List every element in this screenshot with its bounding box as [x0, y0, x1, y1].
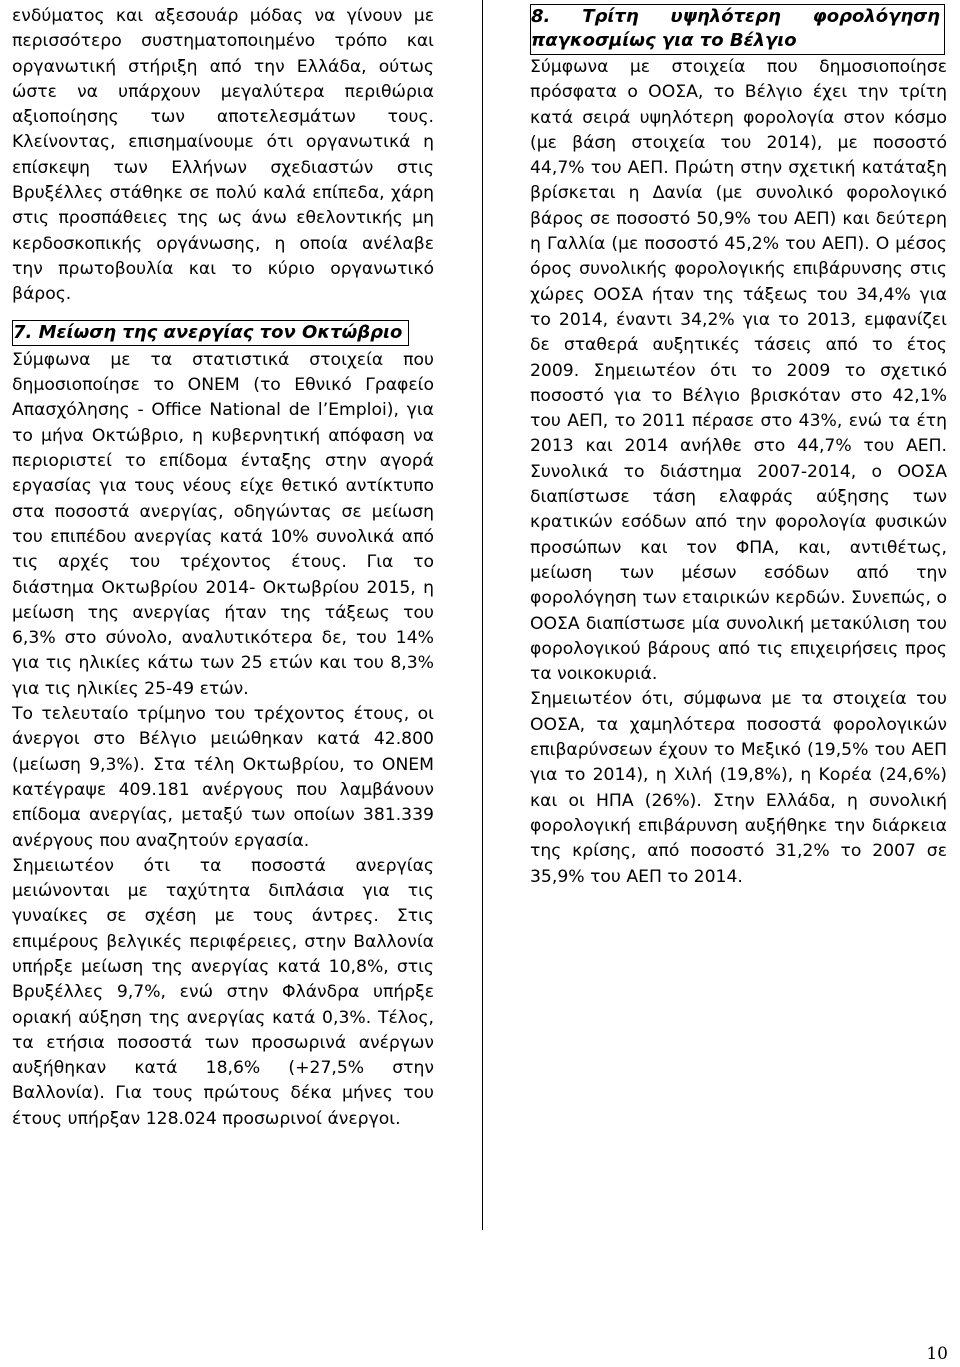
section-8-heading: 8. Τρίτη υψηλότερη φορολόγηση παγκοσμίως για το Βέλγιο [530, 4, 945, 55]
section-7-paragraph: Σημειωτέον ότι τα ποσοστά ανεργίας μειώνονται με ταχύτητα διπλάσια για τις γυναίκες σε σχέση με τους άντρες. Στις επιμέρους βελγικές περιφέρειες, στην Βαλλονία υπήρξε μείωση της ανεργίας κατά 10,8%, στις Βρυξέλλες 9,7%, ενώ στην Φλάνδρα υπήρξε οριακή αύξηση της ανεργίας κατά 0,3%. Τέλος, τα ετήσια ποσοστά των προσωρινά ανέργων αυξήθηκαν κατά 18,6% (+27,5% στην Βαλλονία). Για τους πρώτους δέκα μήνες του έτους υπήρξαν 128.024 προσωρινοί άνεργοι. [12, 855, 434, 1129]
right-column [530, 4, 947, 890]
section-8-paragraph: Σύμφωνα με στοιχεία που δημοσιοποίησε πρόσφατα ο ΟΟΣΑ, το Βέλγιο έχει την τρίτη κατά σειρά υψηλότερη φορολογία στον κόσμο (με βάση στοιχεία του 2014), με ποσοστό 44,7% του ΑΕΠ. Πρώτη στην σχετική κατάταξη βρίσκεται η Δανία (με συνολικό φορολογικό βάρος σε ποσοστό 50,9% του ΑΕΠ) και δεύτερη η Γαλλία (με ποσοστό 45,2% του ΑΕΠ). Ο μέσος όρος συνολικής φορολογικής επιβάρυνσης στις χώρες ΟΟΣΑ ήταν της τάξεως του 34,4% για το 2014, έναντι 34,2% για το 2013, εμφανίζει δε σταθερά αυξητικές τάσεις από το έτος 2009. Σημειωτέον ότι το 2009 το σχετικό ποσοστό για το Βέλγιο βρισκόταν στο 42,1% του ΑΕΠ, το 2011 πέρασε στο 43%, ενώ τα έτη 2013 και 2014 ανήλθε στο 44,7% του ΑΕΠ. Συνολικά το διάστημα 2007-2014, ο ΟΟΣΑ διαπίστωσε τάση ελαφράς αύξησης των κρατικών εσόδων από την φορολογία φυσικών προσώπων και τον ΦΠΑ, και, αντιθέτως, μείωση των μέσων εσόδων από την φορολόγηση των εταιρικών κερδών. Συνεπώς, ο ΟΟΣΑ διαπίστωσε μία συνολική μετακύλιση του φορολογικού βάρους από τις επιχειρήσεις προς τα νοικοκυριά. [530, 57, 947, 685]
section-7-paragraph: Το τελευταίο τρίμηνο του τρέχοντος έτους, οι άνεργοι στο Βέλγιο μειώθηκαν κατά 42.800 (μείωση 9,3%). Στα τέλη Οκτωβρίου, το ONEM κατέγραψε 409.181 ανέργους που λαμβάνουν επίδομα ανεργίας, μεταξύ των οποίων 381.339 ανέργους που αναζητούν εργασία. [12, 704, 434, 851]
section-7-heading: 7. Μείωση της ανεργίας τον Οκτώβριο [12, 320, 409, 346]
section-8-paragraph: Σημειωτέον ότι, σύμφωνα με τα στοιχεία του ΟΟΣΑ, τα χαμηλότερα ποσοστά φορολογικών επιβαρύνσεων έχουν το Μεξικό (19,5% του ΑΕΠ για το 2014), η Χιλή (19,8%), η Κορέα (24,6%) και οι ΗΠΑ (26%). Στην Ελλάδα, η συνολική φορολογική επιβάρυνση αυξήθηκε την διάρκεια της κρίσης, από ποσοστό 31,2% το 2007 σε 35,9% του ΑΕΠ το 2014. [530, 689, 947, 887]
intro-paragraph: ενδύματος και αξεσουάρ μόδας να γίνουν με περισσότερο συστηματοποιημένο τρόπο και οργανωτική στήριξη από την Ελλάδα, ούτως ώστε να υπάρχουν μεγαλύτερα περιθώρια αξιοποίησης των αποτελεσμάτων τους. Κλείνοντας, επισημαίνουμε ότι οργανωτικά η επίσκεψη των Ελλήνων σχεδιαστών στις Βρυξέλλες στάθηκε σε πολύ καλά επίπεδα, χάρη στις προσπάθειες της ως άνω εθελοντικής μη κερδοσκοπικής οργάνωσης, η οποία ανέλαβε την πρωτοβουλία και το κύριο οργανωτικό βάρος. [12, 6, 434, 305]
section-7-heading-box [12, 320, 434, 346]
column-divider [482, 0, 483, 1230]
left-column [12, 4, 434, 1132]
section-7-paragraph: Σύμφωνα με τα στατιστικά στοιχεία που δημοσιοποίησε το ONEM (το Εθνικό Γραφείο Απασχόλησης - Office National de l’Emploi), για το μήνα Οκτώβριο, η κυβερνητική απόφαση να περιοριστεί το επίδομα ένταξης στην αγορά εργασίας για τους νέους είχε θετικό αντίκτυπο στα ποσοστά ανεργίας, οδηγώντας σε μείωση του επιπέδου ανεργίας κατά 10% συνολικά από τις αρχές του τρέχοντος έτους. Για το διάστημα Οκτωβρίου 2014- Οκτωβρίου 2015, η μείωση της ανεργίας ήταν της τάξεως του 6,3% στο σύνολο, αναλυτικότερα δε, του 14% για τις ηλικίες κάτω των 25 ετών και του 8,3% για τις ηλικίες 25-49 ετών. [12, 349, 434, 699]
page-number: 10 [926, 1344, 948, 1364]
